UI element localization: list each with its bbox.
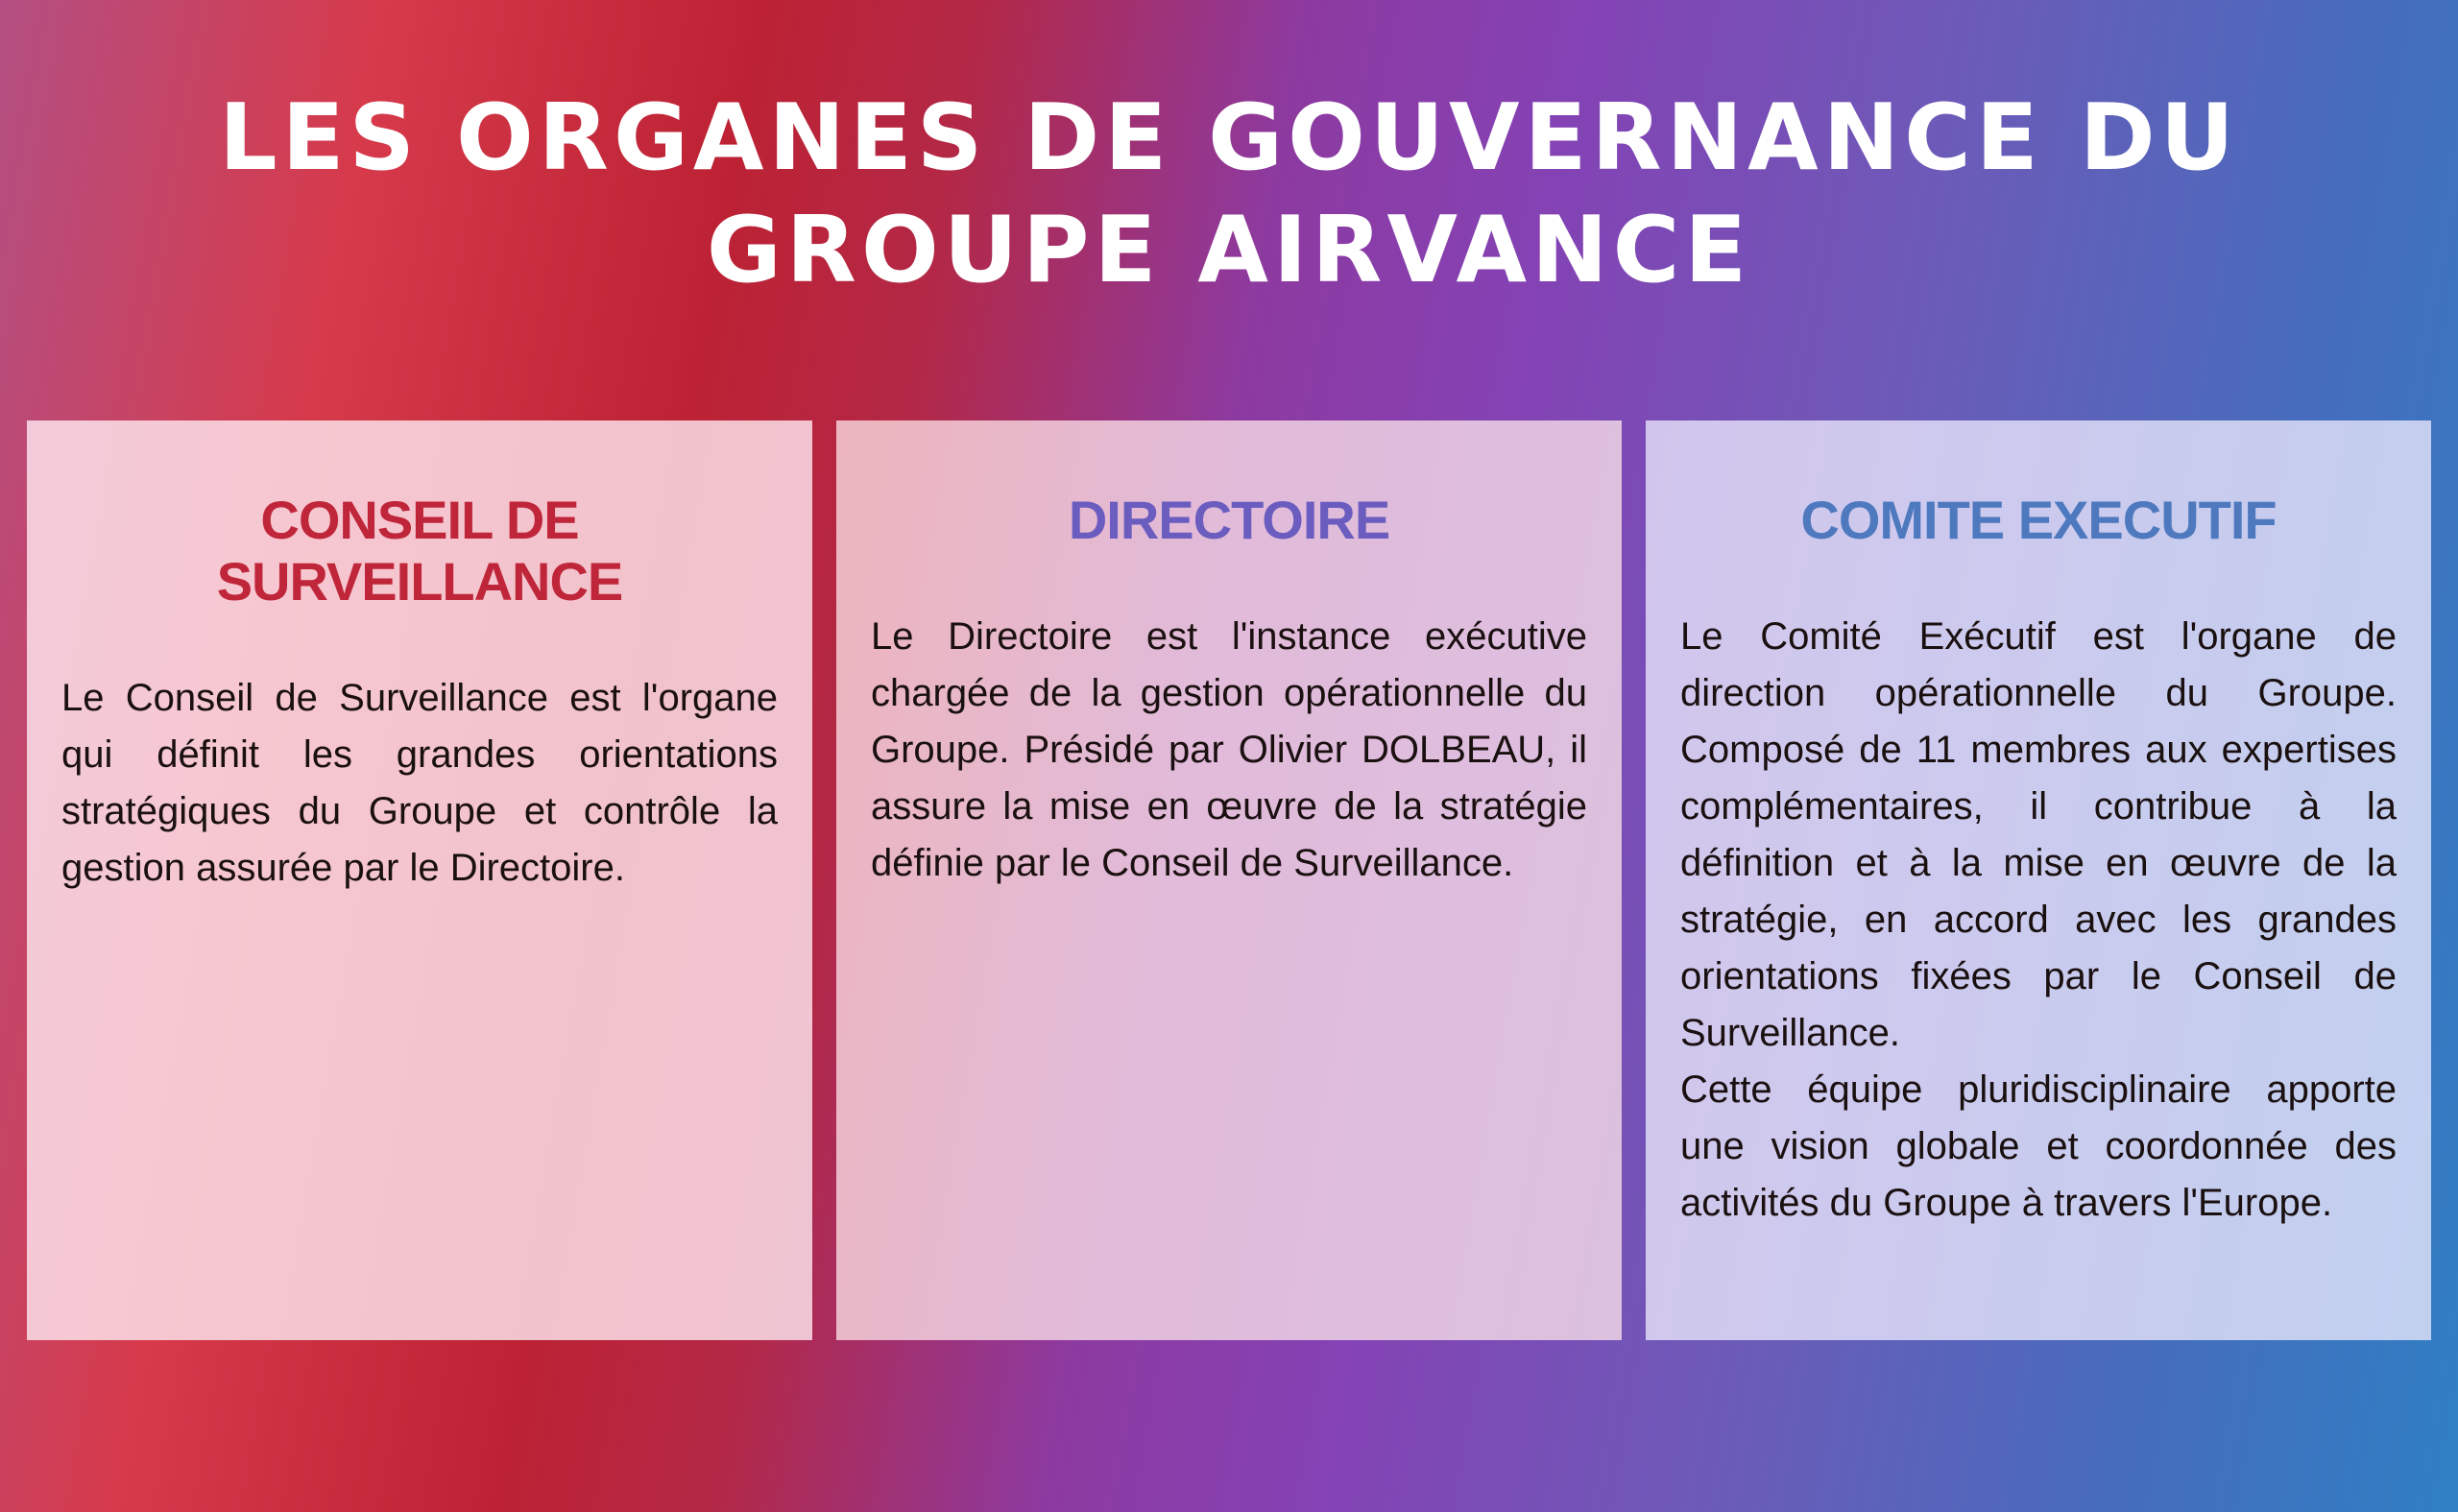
page-title-line-1: LES ORGANES DE GOUVERNANCE DU bbox=[219, 85, 2239, 191]
page-title-line-2: GROUPE AIRVANCE bbox=[706, 198, 1752, 303]
card-description bbox=[1680, 609, 2397, 1232]
card-paragraph: Le Conseil de Surveillance est l'organe qui définit les grandes orientations stratégiques du Groupe et contrôle la gestion assurée par le Directoire. bbox=[61, 677, 778, 889]
card-title: CONSEIL DE SURVEILLANCE bbox=[216, 490, 623, 612]
card-conseil-de-surveillance bbox=[27, 420, 812, 1340]
card-paragraph: Le Directoire est l'instance exécutive chargée de la gestion opérationnelle du Groupe. Présidé par Olivier DOLBEAU, il assure la mise en œuvre de la stratégie définie par le Conseil de Surveillance. bbox=[871, 615, 1587, 884]
card-description bbox=[61, 670, 778, 897]
page-title bbox=[0, 83, 2458, 307]
card-comite-executif bbox=[1646, 420, 2431, 1340]
card-paragraph: Le Comité Exécutif est l'organe de direction opérationnelle du Groupe. Composé de 11 membres aux expertises complémentaires, il contribue à la définition et à la mise en œuvre de la stratégie, en accord avec les grandes orientations fixées par le Conseil de Surveillance. bbox=[1680, 615, 2397, 1054]
card-directoire bbox=[836, 420, 1622, 1340]
card-description bbox=[871, 609, 1587, 892]
card-paragraph: Cette équipe pluridisciplinaire apporte une vision globale et coordonnée des activités du Groupe à travers l'Europe. bbox=[1680, 1068, 2397, 1224]
card-title: COMITE EXECUTIF bbox=[1800, 490, 2277, 550]
card-title: DIRECTOIRE bbox=[1068, 490, 1390, 550]
